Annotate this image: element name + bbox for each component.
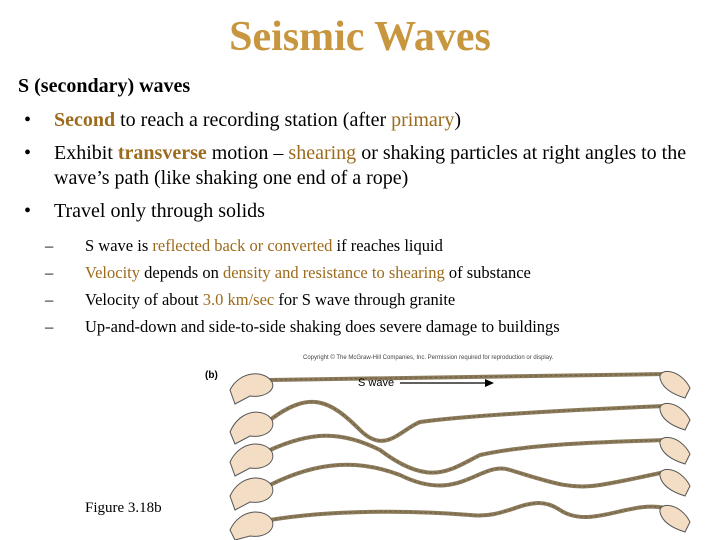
sub-text: depends on [140, 263, 223, 283]
left-hand-5 [230, 512, 273, 540]
bullet-solids-only [24, 199, 704, 224]
section-heading: S (secondary) waves [18, 75, 191, 97]
bullet-highlight: shearing [288, 142, 357, 164]
bullet-text: Second [54, 109, 116, 131]
left-hand-3 [230, 444, 273, 476]
sub-bullet-velocity-granite [45, 290, 705, 309]
bullet-second-to-reach [24, 108, 704, 133]
bullet-transverse-motion [24, 141, 704, 191]
sub-bullet-building-damage [45, 317, 705, 336]
figure-caption: Figure 3.18b [85, 500, 162, 516]
sub-text: of substance [444, 263, 531, 283]
bullet-text: motion – [206, 142, 289, 164]
bullet-symbol: • [24, 142, 32, 164]
sub-bullet-reflected [45, 236, 705, 255]
bullet-highlight: transverse [117, 142, 207, 164]
dash-symbol: – [45, 317, 54, 337]
right-hand-3 [660, 437, 690, 464]
bullet-text: Travel only through solids [54, 200, 265, 222]
right-hand-2 [660, 403, 690, 430]
bullet-highlight: primary [391, 109, 455, 131]
wave-direction-arrow [400, 379, 494, 387]
rope-5 [270, 503, 665, 520]
left-hand-1 [230, 374, 273, 404]
right-hand-4 [660, 469, 690, 496]
bullet-text: ) [454, 109, 462, 131]
dash-symbol: – [45, 236, 54, 255]
bullet-symbol: • [24, 109, 32, 131]
sub-highlight: Velocity [85, 263, 140, 283]
sub-bullet-velocity-depends [45, 263, 705, 282]
panel-label: (b) [205, 370, 218, 381]
bullet-list [24, 108, 704, 232]
sub-text: Velocity of about [85, 290, 203, 310]
wave-label: S wave [358, 377, 395, 389]
dash-symbol: – [45, 263, 54, 283]
sub-text: Up-and-down and side-to-side shaking does severe damage to buildings [85, 317, 560, 337]
slide-title: Seismic Waves [229, 14, 491, 60]
sub-highlight: density and resistance to shearing [222, 263, 445, 283]
sub-highlight: 3.0 km/sec [202, 290, 275, 310]
bullet-symbol: • [24, 200, 32, 222]
sub-text: S wave is [85, 236, 153, 255]
right-hand-1 [660, 371, 690, 398]
left-hand-4 [230, 478, 273, 510]
right-hand-5 [660, 505, 690, 532]
rope-4 [270, 465, 665, 487]
bullet-text: Exhibit [54, 142, 118, 164]
s-wave-rope-figure [205, 360, 710, 540]
sub-bullet-list [45, 236, 705, 345]
sub-text: if reaches liquid [332, 236, 443, 255]
sub-highlight: reflected back or converted [152, 236, 333, 255]
sub-text: for S wave through granite [274, 290, 456, 310]
dash-symbol: – [45, 290, 54, 310]
bullet-text: or shaking particles at right angles to the wave’s path (like shaking one end of a rope) [54, 142, 687, 189]
figure-copyright: Copyright © The McGraw-Hill Companies, Inc. Permission required for reproduction or display. [303, 355, 554, 361]
bullet-text: to reach a recording station (after [115, 109, 392, 131]
left-hand-2 [230, 412, 273, 444]
